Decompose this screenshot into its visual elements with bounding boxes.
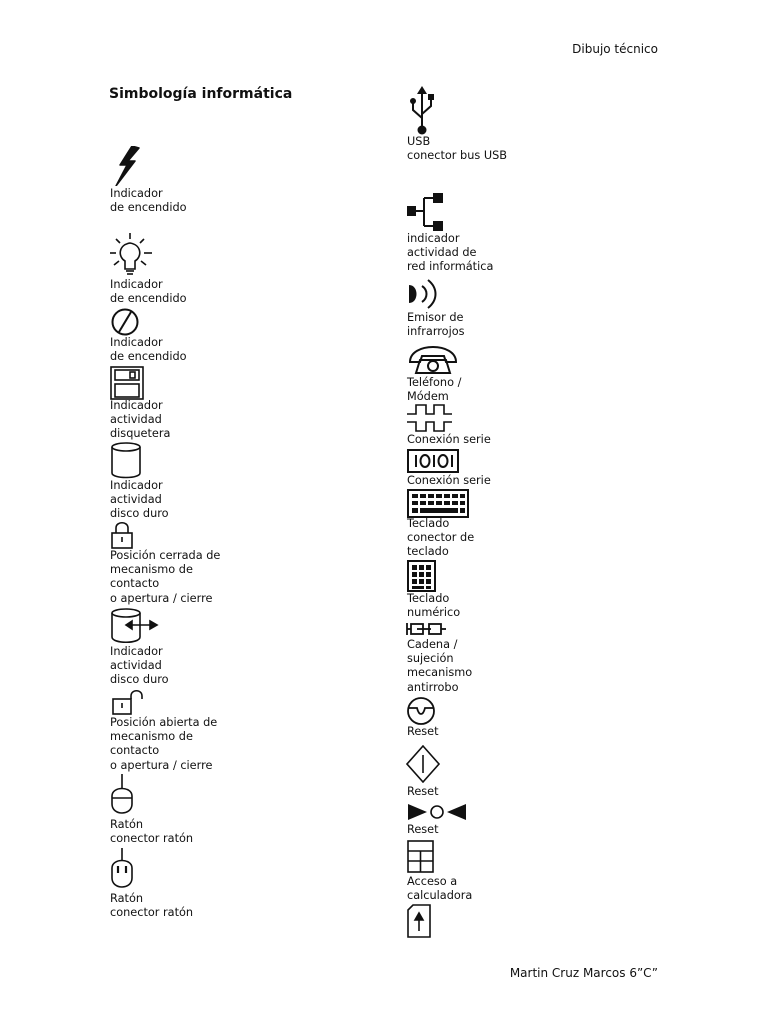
symbol-label: Reset [407, 725, 439, 738]
hard-disk-arrow-icon [110, 607, 160, 645]
upload-card-icon [407, 904, 433, 938]
symbol-label: Reset [407, 785, 439, 798]
symbol-label: Posición abierta de mecanismo de contacto o apertura / cierre [110, 716, 218, 772]
symbol-label: Teclado numérico [407, 592, 461, 620]
symbol-label: Ratón conector ratón [110, 892, 194, 920]
lock-open-icon [112, 689, 146, 717]
symbol-label: Reset [407, 823, 439, 836]
symbol-label: Cadena / sujeción mecanismo antirrobo [407, 638, 473, 694]
network-icon [406, 192, 446, 232]
telephone-icon [406, 340, 460, 376]
symbol-label: Conexión serie [407, 433, 491, 446]
page-header-subject: Dibujo técnico [572, 42, 658, 56]
page-title: Simbología informática [109, 86, 293, 102]
symbol-label: Indicador de encendido [110, 278, 187, 306]
symbol-label: Indicador de encendido [110, 187, 187, 215]
usb-icon [405, 86, 437, 136]
hard-disk-cylinder-icon [110, 441, 144, 479]
light-bulb-icon [108, 231, 156, 277]
symbol-label: Posición cerrada de mecanismo de contacto o apertura / cierre [110, 549, 221, 605]
symbol-label: Indicador actividad disco duro [110, 645, 169, 687]
calculator-icon [407, 840, 435, 874]
symbol-label: USB conector bus USB [407, 135, 508, 163]
keyboard-icon [407, 489, 471, 519]
lock-closed-icon [110, 520, 136, 550]
mouse-icon [110, 774, 136, 816]
symbol-label: Indicador actividad disco duro [110, 479, 169, 521]
serial-wave-icon [406, 402, 454, 434]
numeric-keypad-icon [407, 560, 437, 592]
symbol-label: Conexión serie [407, 474, 491, 487]
symbol-label: Teléfono / Módem [407, 376, 462, 404]
lightning-bolt-icon [112, 146, 140, 186]
symbol-label: indicador actividad de red informática [407, 232, 494, 274]
symbol-label: Teclado conector de teclado [407, 517, 475, 559]
symbol-label: Indicador actividad disquetera [110, 399, 171, 441]
reset-diamond-icon [406, 745, 442, 783]
page-footer-author: Martin Cruz Marcos 6”C” [509, 966, 658, 980]
symbol-label: Emisor de infrarrojos [407, 311, 465, 339]
reset-triangles-icon [407, 802, 469, 822]
reset-circle-icon [406, 696, 438, 726]
serial-ioioi-icon [407, 449, 461, 475]
floppy-disk-icon [110, 366, 144, 400]
chain-icon [406, 621, 448, 637]
infrared-emitter-icon [406, 278, 440, 310]
symbol-label: Indicador de encendido [110, 336, 187, 364]
power-circle-icon [110, 307, 140, 337]
symbol-label: Ratón conector ratón [110, 818, 194, 846]
mouse-two-button-icon [110, 848, 136, 890]
symbol-label: Acceso a calculadora [407, 875, 473, 903]
